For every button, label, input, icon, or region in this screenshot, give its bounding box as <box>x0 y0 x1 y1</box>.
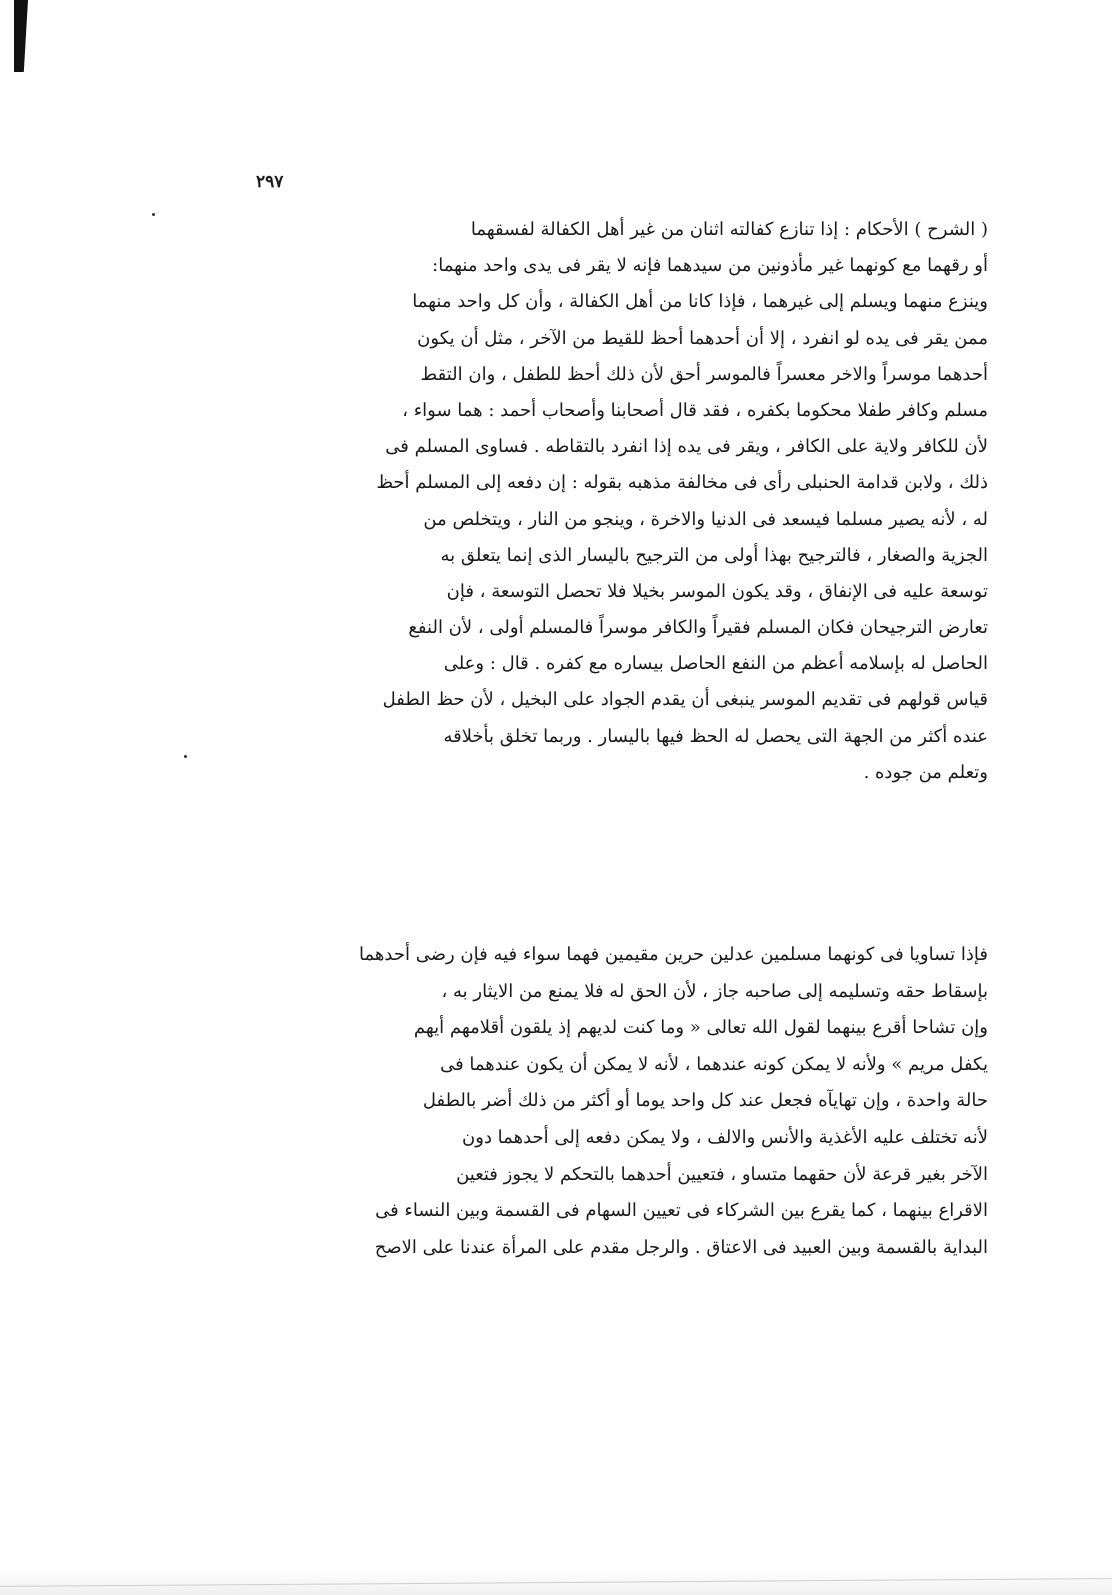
text-line: يكفل مريم » ولأنه لا يمكن كونه عندهما ، لأنه لا يمكن أن يكون عندهما فى <box>440 1053 988 1075</box>
text-line: مسلم وكافر طفلا محكوما بكفره ، فقد قال أصحابنا وأصحاب أحمد : هما سواء ، <box>402 399 988 421</box>
text-line: الآخر بغير قرعة لأن حقهما متساو ، فتعيين أحدهما بالتحكم لا يجوز فتعين <box>456 1163 988 1185</box>
text-line: وينزع منهما ويسلم إلى غيرهما ، فإذا كانا من أهل الكفالة ، وأن كل واحد منهما <box>412 291 988 313</box>
text-line: حالة واحدة ، وإن تهايآه فجعل عند كل واحد يوما أو أكثر من ذلك أضر بالطفل <box>422 1090 988 1112</box>
page-number: ٢٩٧ <box>256 172 284 192</box>
paragraph-1 <box>212 212 988 791</box>
text-line: عنده أكثر من الجهة التى يحصل له الحظ فيها باليسار . وربما تخلق بأخلاقه <box>443 725 988 747</box>
text-line: بإسقاط حقه وتسليمه إلى صاحبه جاز ، لأن الحق له فلا يمنع من الايثار به ، <box>441 980 988 1002</box>
text-line: قياس قولهم فى تقديم الموسر ينبغى أن يقدم الجواد على البخيل ، لأن حظ الطفل <box>382 689 988 711</box>
text-line: ذلك ، ولابن قدامة الحنبلى رأى فى مخالفة مذهبه بقوله : إن دفعه إلى المسلم أحظ <box>376 472 988 494</box>
text-line: توسعة عليه فى الإنفاق ، وقد يكون الموسر بخيلا فلا تحصل التوسعة ، فإن <box>446 580 988 602</box>
text-line: الحاصل له بإسلامه أعظم من النفع الحاصل بيساره مع كفره . قال : وعلى <box>443 653 988 675</box>
text-line: أو رقهما مع كونهما غير مأذونين من سيدهما فإنه لا يقر فى يدى واحد منهما: <box>432 255 988 277</box>
ink-speck <box>152 213 155 216</box>
paragraph-2 <box>212 937 988 1266</box>
text-line: ( الشرح ) الأحكام : إذا تنازع كفالته اثنان من غير أهل الكفالة لفسقهما <box>470 219 988 240</box>
text-line: ممن يقر فى يده لو انفرد ، إلا أن أحدهما أحظ للقيط من الآخر ، مثل أن يكون <box>417 327 988 349</box>
page-edge-mark <box>14 0 28 72</box>
text-line: له ، لأنه يصير مسلما فيسعد فى الدنيا والاخرة ، وينجو من النار ، ويتخلص من <box>423 508 988 530</box>
text-line: لأنه تختلف عليه الأغذية والأنس والالف ، ولا يمكن دفعه إلى أحدهما دون <box>462 1126 988 1148</box>
ink-speck <box>184 755 187 758</box>
text-line: لأن للكافر ولاية على الكافر ، ويقر فى يده إذا انفرد بالتقاطه . فساوى المسلم فى <box>385 436 988 458</box>
text-line: البداية بالقسمة وبين العبيد فى الاعتاق . والرجل مقدم على المرأة عندنا على الاصح <box>374 1236 988 1258</box>
text-line: الاقراع بينهما ، كما يقرع بين الشركاء فى تعيين السهام فى القسمة وبين النساء فى <box>375 1200 988 1222</box>
text-line: أحدهما موسراً والاخر معسراً فالموسر أحق لأن ذلك أحظ للطفل ، وان التقط <box>420 363 988 385</box>
text-line: وإن تشاحا أقرع بينهما لقول الله تعالى « وما كنت لديهم إذ يلقون أقلامهم أيهم <box>413 1017 988 1039</box>
text-line: تعارض الترجيحان فكان المسلم فقيراً والكافر موسراً فالمسلم أولى ، لأن النفع <box>408 617 988 639</box>
text-line: الجزية والصغار ، فالترجيح بهذا أولى من الترجيح باليسار الذى إنما يتعلق به <box>440 544 988 566</box>
text-line: فإذا تساويا فى كونهما مسلمين عدلين حرين مقيمين فهما سواء فيه فإن رضى أحدهما <box>359 944 988 965</box>
text-line: وتعلم من جوده . <box>863 761 988 783</box>
